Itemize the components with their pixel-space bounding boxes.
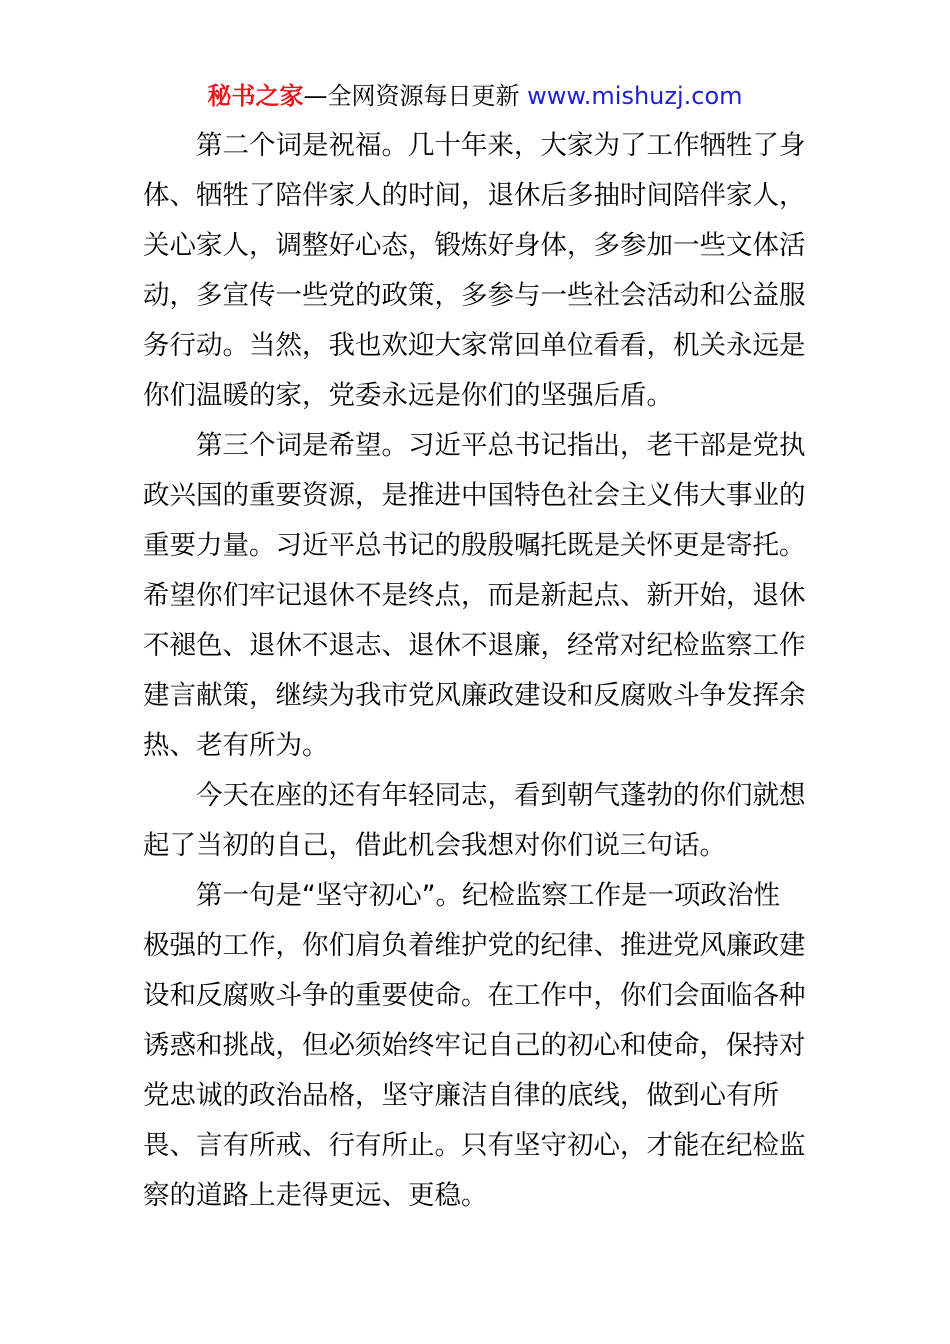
text-line: 建言献策，继续为我市党风廉政建设和反腐败斗争发挥余 — [143, 680, 806, 711]
text-line: 重要力量。习近平总书记的殷殷嘱托既是关怀更是寄托。 — [143, 530, 806, 561]
text-line: 不褪色、退休不退志、退休不退廉，经常对纪检监察工作 — [143, 630, 806, 661]
text-line: 设和反腐败斗争的重要使命。在工作中，你们会面临各种 — [143, 980, 806, 1011]
site-brand: 秘书之家 — [207, 82, 304, 110]
paragraph-young-comrades — [143, 771, 807, 871]
text-line: 热、老有所为。 — [143, 730, 329, 761]
paragraph-hope — [143, 421, 807, 771]
text-line: 畏、言有所戒、行有所止。只有坚守初心，才能在纪检监 — [143, 1130, 806, 1161]
site-header — [0, 80, 950, 112]
text-line: 今天在座的还有年轻同志，看到朝气蓬勃的你们就想 — [196, 780, 806, 811]
text-line: 诱惑和挑战，但必须始终牢记自己的初心和使命，保持对 — [143, 1030, 806, 1061]
text-line: 第三个词是希望。习近平总书记指出，老干部是党执 — [196, 430, 806, 461]
text-line: 务行动。当然，我也欢迎大家常回单位看看，机关永远是 — [143, 330, 806, 361]
paragraph-blessing — [143, 121, 807, 421]
text-line: 极强的工作，你们肩负着维护党的纪律、推进党风廉政建 — [143, 930, 806, 961]
text-line: 政兴国的重要资源，是推进中国特色社会主义伟大事业的 — [143, 480, 806, 511]
text-line: 关心家人，调整好心态，锻炼好身体，多参加一些文体活 — [143, 230, 806, 261]
text-line: 第二个词是祝福。几十年来，大家为了工作牺牲了身 — [196, 130, 806, 161]
site-url-link[interactable]: www.mishuzj.com — [527, 82, 743, 110]
paragraph-first-sentence — [143, 871, 807, 1221]
text-line: 希望你们牢记退休不是终点，而是新起点、新开始，退休 — [143, 580, 806, 611]
text-line: 党忠诚的政治品格，坚守廉洁自律的底线，做到心有所 — [143, 1080, 779, 1111]
text-line: 起了当初的自己，借此机会我想对你们说三句话。 — [143, 830, 726, 861]
text-line: 第一句是“坚守初心”。纪检监察工作是一项政治性 — [196, 880, 780, 911]
text-line: 你们温暖的家，党委永远是你们的坚强后盾。 — [143, 380, 673, 411]
text-line: 察的道路上走得更远、更稳。 — [143, 1180, 488, 1211]
text-line: 动，多宣传一些党的政策，多参与一些社会活动和公益服 — [143, 280, 806, 311]
text-line: 体、牺牲了陪伴家人的时间，退休后多抽时间陪伴家人， — [143, 180, 806, 211]
document-body — [143, 121, 807, 1221]
site-tagline: —全网资源每日更新 — [303, 82, 528, 110]
